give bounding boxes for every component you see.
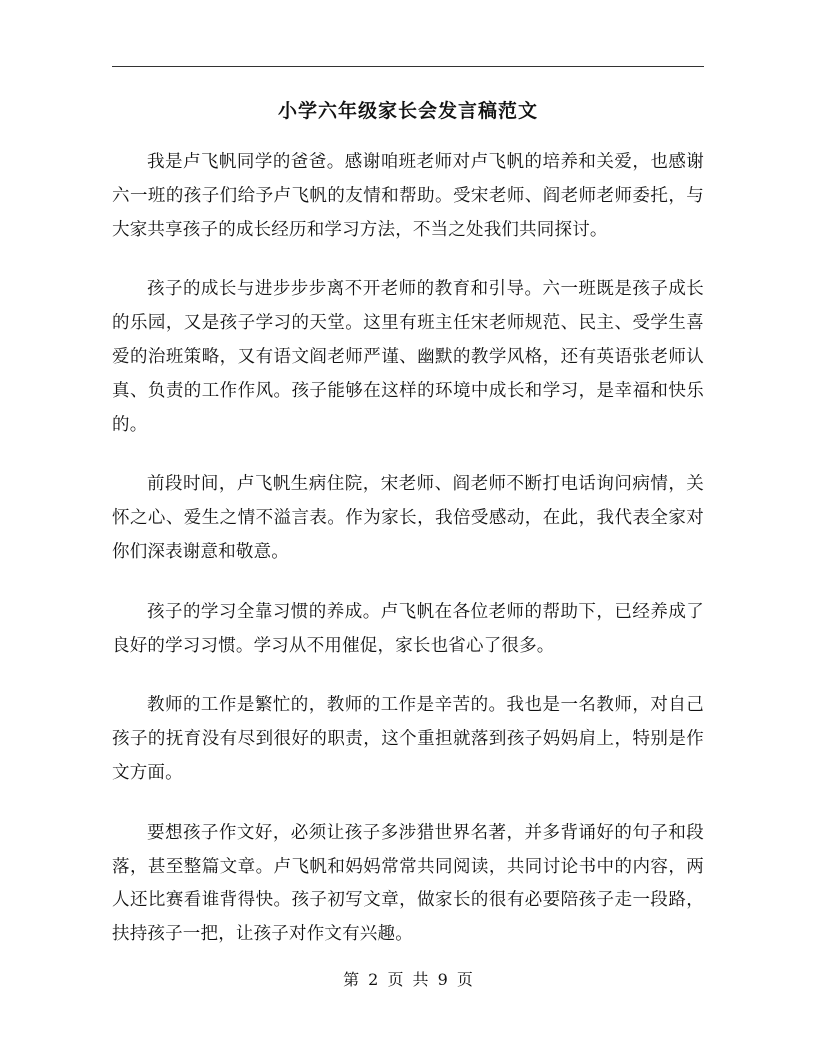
paragraph: 要想孩子作文好，必须让孩子多涉猎世界名著，并多背诵好的句子和段落，甚至整篇文章。卢飞帆和妈妈常常共同阅读，共同讨论书中的内容，两人还比赛看谁背得快。孩子初写文章，做家长的很有必要陪孩子走一段路，扶持孩子一把，让孩子对作文有兴趣。 bbox=[112, 822, 704, 945]
paragraph: 孩子的学习全靠习惯的养成。卢飞帆在各位老师的帮助下，已经养成了良好的学习习惯。学习从不用催促，家长也省心了很多。 bbox=[112, 601, 704, 656]
paragraph: 教师的工作是繁忙的，教师的工作是辛苦的。我也是一名教师，对自己孩子的抚育没有尽到很好的职责，这个重担就落到孩子妈妈肩上，特别是作文方面。 bbox=[112, 695, 704, 783]
document-body bbox=[112, 146, 704, 978]
page-number-footer: 第 2 页 共 9 页 bbox=[343, 970, 473, 989]
paragraph: 孩子的成长与进步步步离不开老师的教育和引导。六一班既是孩子成长的乐园，又是孩子学习的天堂。这里有班主任宋老师规范、民主、受学生喜爱的治班策略，又有语文阎老师严谨、幽默的教学风格，还有英语张老师认真、负责的工作作风。孩子能够在这样的环境中成长和学习，是幸福和快乐的。 bbox=[112, 279, 704, 435]
page-title: 小学六年级家长会发言稿范文 bbox=[277, 100, 538, 122]
paragraph: 前段时间，卢飞帆生病住院，宋老师、阎老师不断打电话询问病情，关怀之心、爱生之情不溢言表。作为家长，我倍受感动，在此，我代表全家对你们深表谢意和敬意。 bbox=[112, 474, 704, 562]
paragraph: 我是卢飞帆同学的爸爸。感谢咱班老师对卢飞帆的培养和关爱，也感谢六一班的孩子们给予卢飞帆的友情和帮助。受宋老师、阎老师老师委托，与大家共享孩子的成长经历和学习方法，不当之处我们共同探讨。 bbox=[112, 152, 704, 240]
header-rule bbox=[112, 66, 704, 67]
